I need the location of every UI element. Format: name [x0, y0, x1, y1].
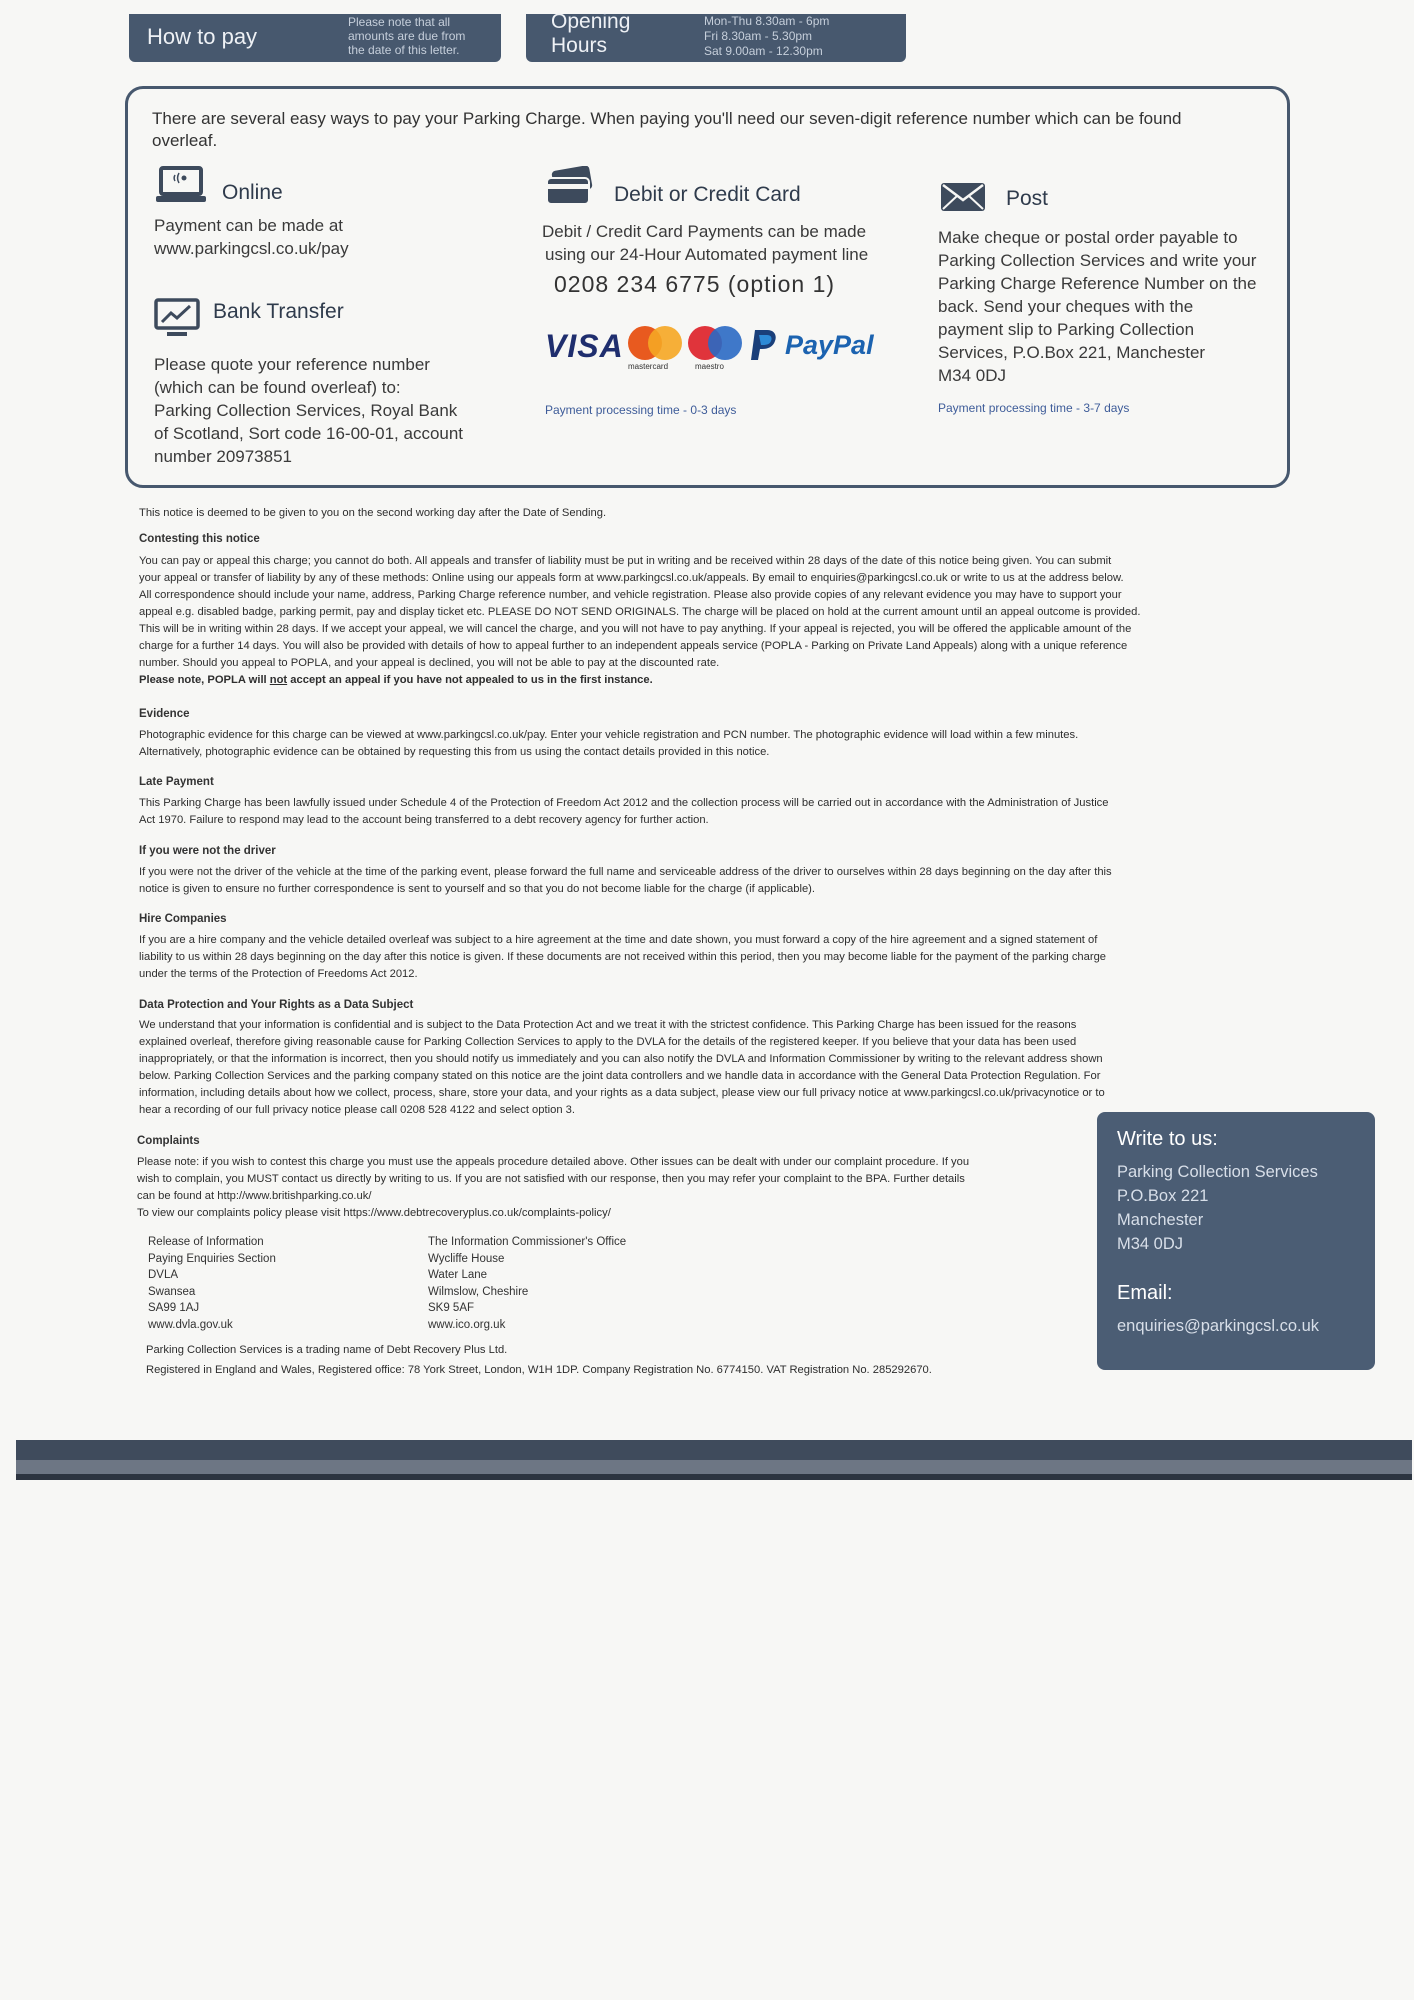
ico-line-4: Wilmslow, Cheshire: [428, 1285, 529, 1298]
ico-address: [428, 1234, 626, 1333]
contesting-line-2: your appeal or transfer of liability by any of these methods: Online using our appeals form at www.parkingcsl.co.uk/appeals. By email to enquiries@parkingcsl.co.uk or write to us at the address below.: [139, 572, 1124, 584]
hours-fri: Fri 8.30am - 5.30pm: [704, 29, 813, 43]
driver-line-1: If you were not the driver of the vehicle at the time of the parking event, please forward the full name and serviceable address of the driver to ourselves within 28 days beginning on the day after this: [139, 866, 1112, 878]
contesting-line-6: charge for a further 14 days. You will also be provided with details of how to appeal further to an independent appeals service (POPLA - Parking on Private Land Appeals) along with a unique reference: [139, 640, 1128, 652]
dvla-address: [148, 1234, 276, 1333]
online-title: Online: [222, 181, 283, 204]
dp-line-1: We understand that your information is confidential and is subject to the Data Protection Act and we treat it with the strictest confidence. This Parking Charge has been issued for the reasons: [139, 1019, 1077, 1031]
paypal-p-icon: [749, 328, 779, 362]
hours-mon-thu: Mon-Thu 8.30am - 6pm: [704, 14, 830, 28]
dp-line-5: information, including details about how we collect, process, share, store your data, and your rights as a data subject, please view our full privacy notice at www.parkingcsl.co.uk/privacynotice or to: [139, 1087, 1105, 1099]
footer-band: [16, 1440, 1412, 1460]
visa-logo: VISA: [545, 328, 624, 364]
ico-website[interactable]: www.ico.org.uk: [428, 1318, 506, 1331]
ico-line-3: Water Lane: [428, 1269, 488, 1281]
email-title: Email:: [1117, 1282, 1173, 1304]
ico-line-2: Wycliffe House: [428, 1252, 505, 1265]
amounts-note-line-2: amounts are due from: [348, 29, 466, 43]
dvla-line-5: SA99 1AJ: [148, 1302, 200, 1314]
dvla-line-3: DVLA: [148, 1269, 179, 1281]
evidence-line-2: Alternatively, photographic evidence can be obtained by requesting this from us using the contact details provided in this notice.: [139, 746, 770, 758]
card-body-2: using our 24-Hour Automated payment line: [545, 245, 869, 264]
dvla-line-2: Paying Enquiries Section: [148, 1252, 276, 1265]
trading-name: Parking Collection Services is a trading name of Debt Recovery Plus Ltd.: [146, 1344, 508, 1356]
write-to-line-2: P.O.Box 221: [1117, 1187, 1209, 1205]
popla-note-not: not: [269, 674, 288, 686]
contesting-line-7: number. Should you appeal to POPLA, and your appeal is declined, you will not be able to pay at the discounted rate.: [139, 657, 720, 669]
opening-hours-tab: [526, 10, 906, 62]
footer-band-dark: [16, 1474, 1412, 1480]
popla-note-c: accept an appeal if you have not appealed to us in the first instance.: [287, 674, 653, 686]
footer-band-light: [16, 1460, 1412, 1474]
dvla-line-1: Release of Information: [148, 1236, 264, 1248]
evidence-title: Evidence: [139, 708, 190, 720]
card-phone-number: 0208 234 6775 (option 1): [554, 271, 836, 297]
amounts-note-line-1: Please note that all: [348, 15, 451, 29]
paypal-logo: PayPal: [785, 330, 874, 360]
write-to-line-3: Manchester: [1117, 1211, 1204, 1229]
write-to-us-title: Write to us:: [1117, 1128, 1218, 1150]
data-protection-title: Data Protection and Your Rights as a Data Subject: [139, 999, 414, 1011]
ico-line-5: SK9 5AF: [428, 1302, 475, 1314]
how-to-pay-title: How to pay: [147, 24, 258, 49]
dp-line-6: hear a recording of our full privacy notice please call 0208 528 4122 and select option 3.: [139, 1104, 575, 1116]
chart-monitor-icon: [154, 298, 200, 340]
dp-line-3: inappropriately, or that the information is incorrect, then you should notify us immediately and you can also notify the DVLA and Information Commissioner by writing to the relevant address shown: [139, 1053, 1103, 1065]
laptop-icon: [155, 166, 207, 204]
email-address[interactable]: enquiries@parkingcsl.co.uk: [1117, 1317, 1320, 1335]
post-body-4: back. Send your cheques with the: [938, 297, 1194, 316]
contesting-title: Contesting this notice: [139, 533, 260, 545]
dp-line-4: below. Parking Collection Services and the parking company stated on this notice are the joint data controllers and we handle data in accordance with the General Data Protection Regulation. For: [139, 1070, 1101, 1082]
post-body-2: Parking Collection Services and write your: [938, 251, 1257, 270]
popla-note-a: Please note, POPLA will: [139, 674, 270, 686]
post-processing-time: Payment processing time - 3-7 days: [938, 401, 1130, 415]
bank-body-5: number 20973851: [154, 447, 293, 466]
popla-note: [139, 672, 1379, 689]
late-line-1: This Parking Charge has been lawfully issued under Schedule 4 of the Protection of Freedom Act 2012 and the collection process will be carried out in accordance with the Administration of Justice: [139, 797, 1109, 809]
mastercard-label: mastercard: [628, 362, 669, 371]
post-title: Post: [1006, 187, 1049, 210]
post-body-6: Services, P.O.Box 221, Manchester: [938, 343, 1206, 362]
online-pay-url[interactable]: www.parkingcsl.co.uk/pay: [154, 239, 349, 258]
card-processing-time: Payment processing time - 0-3 days: [545, 403, 737, 417]
bank-body-3: Parking Collection Services, Royal Bank: [154, 401, 458, 420]
post-body-5: payment slip to Parking Collection: [938, 320, 1195, 339]
card-title: Debit or Credit Card: [614, 183, 801, 206]
post-body-3: Parking Charge Reference Number on the: [938, 274, 1257, 293]
opening-hours-title-1: Opening: [551, 10, 631, 33]
hire-companies-title: Hire Companies: [139, 913, 227, 925]
dp-line-2: explained overleaf, therefore giving reasonable cause for Parking Collection Services to apply to the DVLA for the details of the registered keeper. If you believe that your data has been used: [139, 1036, 1077, 1048]
bank-body-2: (which can be found overleaf) to:: [154, 378, 401, 397]
complaints-line-4: To view our complaints policy please visit https://www.debtrecoveryplus.co.uk/complaints-policy/: [137, 1207, 611, 1219]
amounts-note-line-3: the date of this letter.: [348, 43, 460, 57]
driver-line-2: notice is given to ensure no further correspondence is sent to yourself and so that you do not become liable for the charge (if applicable).: [139, 883, 815, 895]
contesting-line-5: This will be in writing within 28 days. If we accept your appeal, we will cancel the charge, and you will not have to pay anything. If your appeal is rejected, you will be offered the applicable amount of the: [139, 623, 1132, 635]
online-body-1: Payment can be made at: [154, 216, 344, 235]
card-body-1: Debit / Credit Card Payments can be made: [542, 222, 867, 241]
ico-line-1: The Information Commissioner's Office: [428, 1236, 627, 1248]
late-payment-title: Late Payment: [139, 776, 214, 788]
maestro-label: maestro: [695, 362, 724, 371]
maestro-logo: [685, 324, 745, 364]
hire-line-2: liability to us within 28 days beginning on the day after this notice is given. If these documents are not received within this period, then you may become liable for the payment of the parking charge: [139, 951, 1107, 963]
hire-line-3: under the terms of the Protection of Freedoms Act 2012.: [139, 968, 418, 980]
how-to-pay-tab: [129, 14, 501, 62]
opening-hours-title-2: Hours: [551, 34, 608, 57]
complaints-line-3: can be found at http://www.britishparking.co.uk/: [137, 1190, 372, 1202]
hire-line-1: If you are a hire company and the vehicle detailed overleaf was subject to a hire agreement at the time and date shown, you must forward a copy of the hire agreement and a signed statement of: [139, 934, 1098, 946]
complaints-line-2: wish to complain, you MUST contact us directly by writing to us. If you are not satisfied with our response, then you may refer your complaint to the BPA. Further details: [137, 1173, 965, 1185]
late-line-2: Act 1970. Failure to respond may lead to the account being transferred to a debt recovery agency for further action.: [139, 814, 709, 826]
post-body-7: M34 0DJ: [938, 366, 1007, 385]
contesting-line-4: appeal e.g. disabled badge, parking permit, pay and display ticket etc. PLEASE DO NOT SEND ORIGINALS. The charge will be placed on hold at the current amount until an appeal outcome is provided.: [139, 606, 1141, 618]
write-to-line-1: Parking Collection Services: [1117, 1163, 1318, 1181]
complaints-line-1: Please note: if you wish to contest this charge you must use the appeals procedure detailed above. Other issues can be dealt with under our complaint procedure. If you: [137, 1156, 970, 1168]
contesting-line-1: You can pay or appeal this charge; you cannot do both. All appeals and transfer of liability must be put in writing and be received within 28 days of the date of this notice being given. You can submit: [139, 555, 1112, 567]
mastercard-logo: [625, 324, 685, 364]
bank-body-1: Please quote your reference number: [154, 355, 430, 374]
payment-intro: There are several easy ways to pay your Parking Charge. When paying you'll need our seven-digit reference number which can be found overleaf.: [152, 109, 1182, 150]
bank-transfer-title: Bank Transfer: [213, 300, 344, 323]
not-driver-title: If you were not the driver: [139, 845, 276, 857]
hours-sat: Sat 9.00am - 12.30pm: [704, 44, 823, 58]
dvla-website[interactable]: www.dvla.gov.uk: [148, 1318, 233, 1331]
complaints-title: Complaints: [137, 1135, 200, 1147]
notice-deemed: This notice is deemed to be given to you on the second working day after the Date of Sending.: [139, 507, 607, 519]
write-to-us-panel: [1097, 1112, 1375, 1370]
post-body-1: Make cheque or postal order payable to: [938, 228, 1238, 247]
envelope-icon: [940, 182, 986, 212]
contesting-line-3: All correspondence should include your name, address, Parking Charge reference number, and vehicle registration. Please also provide copies of any relevant evidence you may have to support your: [139, 589, 1122, 601]
registered-office: Registered in England and Wales, Registered office: 78 York Street, London, W1H 1DP. Company Registration No. 6774150. VAT Registration No. 285292670.: [146, 1364, 932, 1376]
evidence-line-1: Photographic evidence for this charge can be viewed at www.parkingcsl.co.uk/pay. Enter your vehicle registration and PCN number. The photographic evidence will load within a few minutes.: [139, 729, 1079, 741]
bank-body-4: of Scotland, Sort code 16-00-01, account: [154, 424, 464, 443]
write-to-line-4: M34 0DJ: [1117, 1235, 1184, 1253]
dvla-line-4: Swansea: [148, 1285, 196, 1298]
credit-card-icon: [545, 166, 595, 206]
